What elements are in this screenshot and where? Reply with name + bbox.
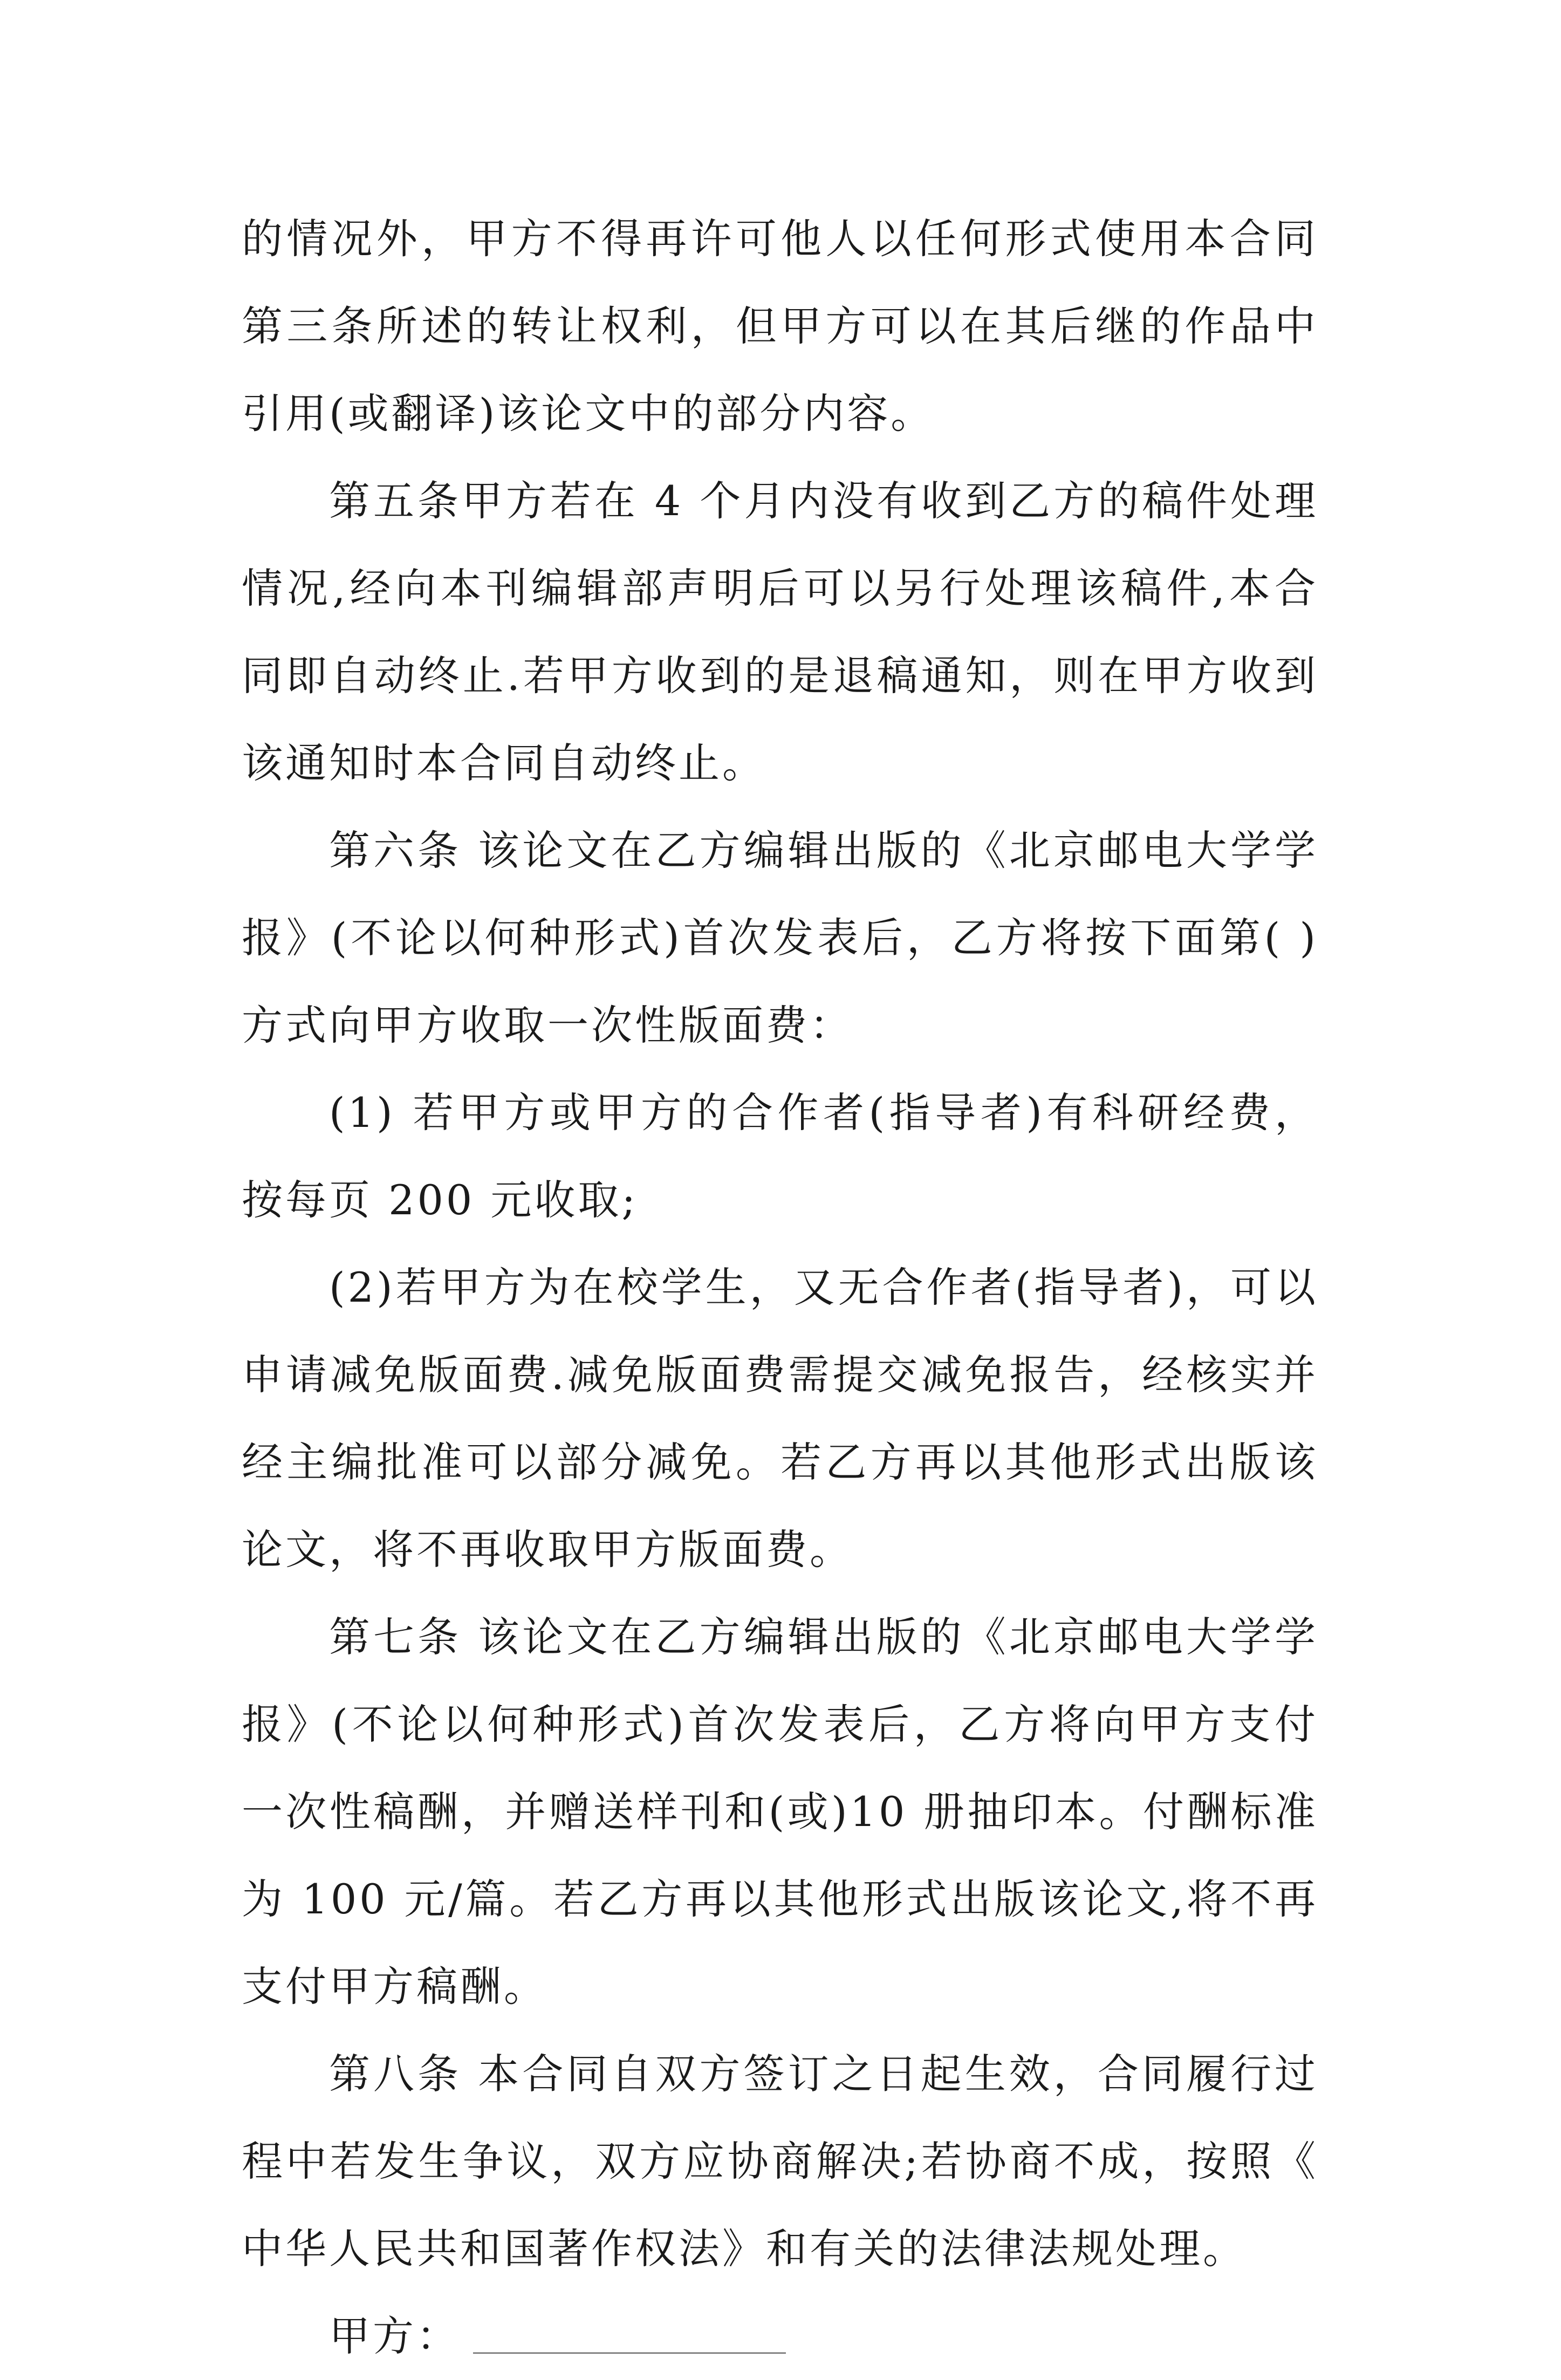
article-6: 第六条 该论文在乙方编辑出版的《北京邮电大学学报》(不论以何种形式)首次发表后，乙方将按下面第( )方式向甲方收取一次性版面费： xyxy=(242,826,1318,1049)
article-8: 第八条 本合同自双方签订之日起生效，合同履行过程中若发生争议，双方应协商解决;若协商不成，按照《中华人民共和国著作权法》和有关的法律法规处理。 xyxy=(242,2050,1318,2273)
article-6-item-2: (2)若甲方为在校学生，又无合作者(指导者)，可以申请减免版面费.减免版面费需提交减免报告，经核实并经主编批准可以部分减免。若乙方再以其他形式出版该论文，将不再收取甲方版面费。 xyxy=(242,1263,1318,1574)
contract-body xyxy=(242,195,1318,2380)
article-5: 第五条甲方若在 4 个月内没有收到乙方的稿件处理情况,经向本刊编辑部声明后可以另行处理该稿件,本合同即自动终止.若甲方收到的是退稿通知，则在甲方收到该通知时本合同自动终止。 xyxy=(242,477,1318,787)
party-a-label: 甲方： xyxy=(329,2312,460,2360)
paragraph-continuation: 的情况外，甲方不得再许可他人以任何形式使用本合同第三条所述的转让权利，但甲方可以在其后继的作品中引用(或翻译)该论文中的部分内容。 xyxy=(242,215,1318,437)
party-a-signature-line xyxy=(242,2293,1318,2380)
article-6-item-1: (1) 若甲方或甲方的合作者(指导者)有科研经费，按每页 200 元收取; xyxy=(242,1089,1318,1224)
article-7: 第七条 该论文在乙方编辑出版的《北京邮电大学学报》(不论以何种形式)首次发表后，乙方将向甲方支付一次性稿酬，并赠送样刊和(或)10 册抽印本。付酬标准为 100 元/篇。若乙方再以其他形式出版该论文,将不再支付甲方稿酬。 xyxy=(242,1613,1318,2010)
signature-blank xyxy=(473,2352,786,2354)
